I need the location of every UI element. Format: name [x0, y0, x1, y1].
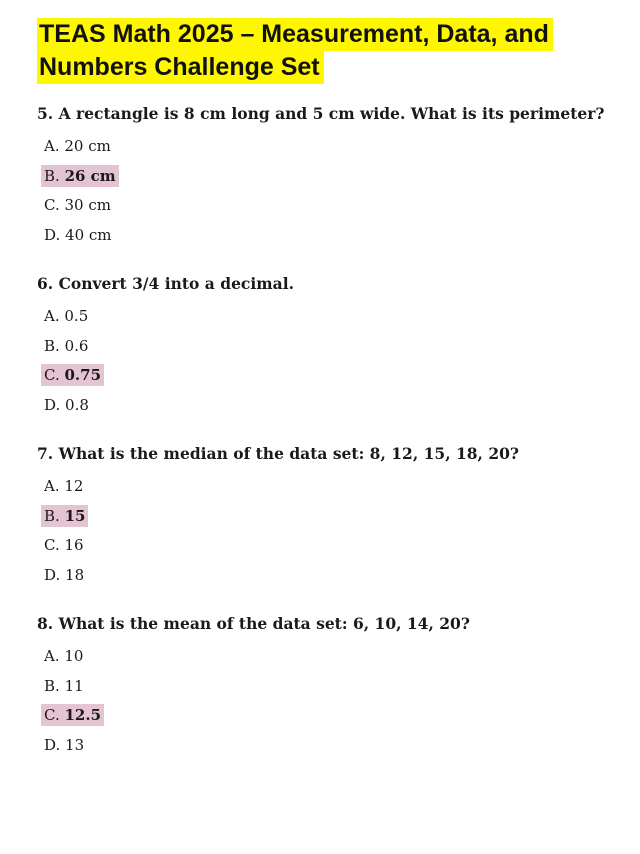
- question-stem: 5. A rectangle is 8 cm long and 5 cm wide. What is its perimeter?: [37, 104, 605, 123]
- option-letter: C.: [44, 706, 60, 724]
- question-7: [37, 442, 617, 590]
- option-text: 26 cm: [64, 166, 116, 185]
- option-c: [41, 191, 617, 221]
- option-text: 10: [64, 647, 84, 665]
- option-letter: C.: [44, 366, 60, 384]
- option-text: 18: [65, 565, 85, 584]
- option-letter: A.: [44, 647, 60, 665]
- option-text: 30 cm: [64, 196, 111, 214]
- option-text: 0.75: [64, 366, 102, 384]
- option-label: [41, 505, 88, 527]
- option-label: [41, 305, 91, 327]
- option-label: [41, 534, 87, 556]
- option-a: [41, 302, 617, 332]
- option-letter: C.: [44, 536, 60, 554]
- option-letter: B.: [44, 336, 60, 355]
- question-stem: 8. What is the mean of the data set: 6, 10, 14, 20?: [37, 614, 470, 633]
- option-letter: B.: [44, 506, 60, 525]
- option-text: 16: [64, 536, 84, 554]
- option-letter: D.: [44, 225, 61, 244]
- title-line-2: Numbers Challenge Set: [37, 51, 324, 84]
- option-c: [41, 361, 617, 391]
- option-text: 12: [64, 477, 84, 495]
- option-label: [41, 704, 104, 726]
- option-letter: D.: [44, 395, 61, 414]
- option-d: [41, 221, 617, 251]
- option-text: 20 cm: [64, 137, 111, 155]
- option-letter: B.: [44, 166, 60, 185]
- title-line-1: TEAS Math 2025 – Measurement, Data, and: [37, 18, 553, 51]
- option-a: [41, 642, 617, 672]
- option-a: [41, 472, 617, 502]
- document-title: [37, 18, 597, 84]
- option-label: [41, 645, 86, 667]
- option-letter: A.: [44, 477, 60, 495]
- option-c: [41, 701, 617, 731]
- option-label: [41, 165, 119, 187]
- question-5: [37, 102, 617, 250]
- option-b: [41, 332, 617, 362]
- option-d: [41, 561, 617, 591]
- option-letter: C.: [44, 196, 60, 214]
- question-stem: 6. Convert 3/4 into a decimal.: [37, 274, 294, 293]
- option-b: [41, 672, 617, 702]
- option-text: 11: [64, 676, 84, 695]
- option-label: [41, 475, 86, 497]
- option-letter: A.: [44, 307, 60, 325]
- question-stem: 7. What is the median of the data set: 8, 12, 15, 18, 20?: [37, 444, 519, 463]
- question-6: [37, 272, 617, 420]
- option-label: [41, 135, 114, 157]
- option-label: [41, 194, 114, 216]
- option-a: [41, 132, 617, 162]
- question-8: [37, 612, 617, 760]
- option-label: [41, 564, 87, 586]
- option-letter: A.: [44, 137, 60, 155]
- option-label: [41, 224, 115, 246]
- option-text: 15: [64, 506, 86, 525]
- option-label: [41, 364, 104, 386]
- option-b: [41, 502, 617, 532]
- option-text: 0.6: [64, 336, 89, 355]
- option-label: [41, 394, 92, 416]
- question-list: [37, 102, 617, 782]
- option-label: [41, 335, 91, 357]
- option-label: [41, 675, 87, 697]
- option-text: 0.8: [65, 395, 89, 414]
- option-text: 0.5: [64, 307, 89, 325]
- option-b: [41, 162, 617, 192]
- option-label: [41, 734, 87, 756]
- option-c: [41, 531, 617, 561]
- option-text: 13: [65, 735, 85, 754]
- option-letter: D.: [44, 735, 61, 754]
- option-text: 40 cm: [65, 225, 112, 244]
- option-d: [41, 731, 617, 761]
- option-d: [41, 391, 617, 421]
- option-text: 12.5: [64, 706, 102, 724]
- option-letter: B.: [44, 676, 60, 695]
- option-letter: D.: [44, 565, 61, 584]
